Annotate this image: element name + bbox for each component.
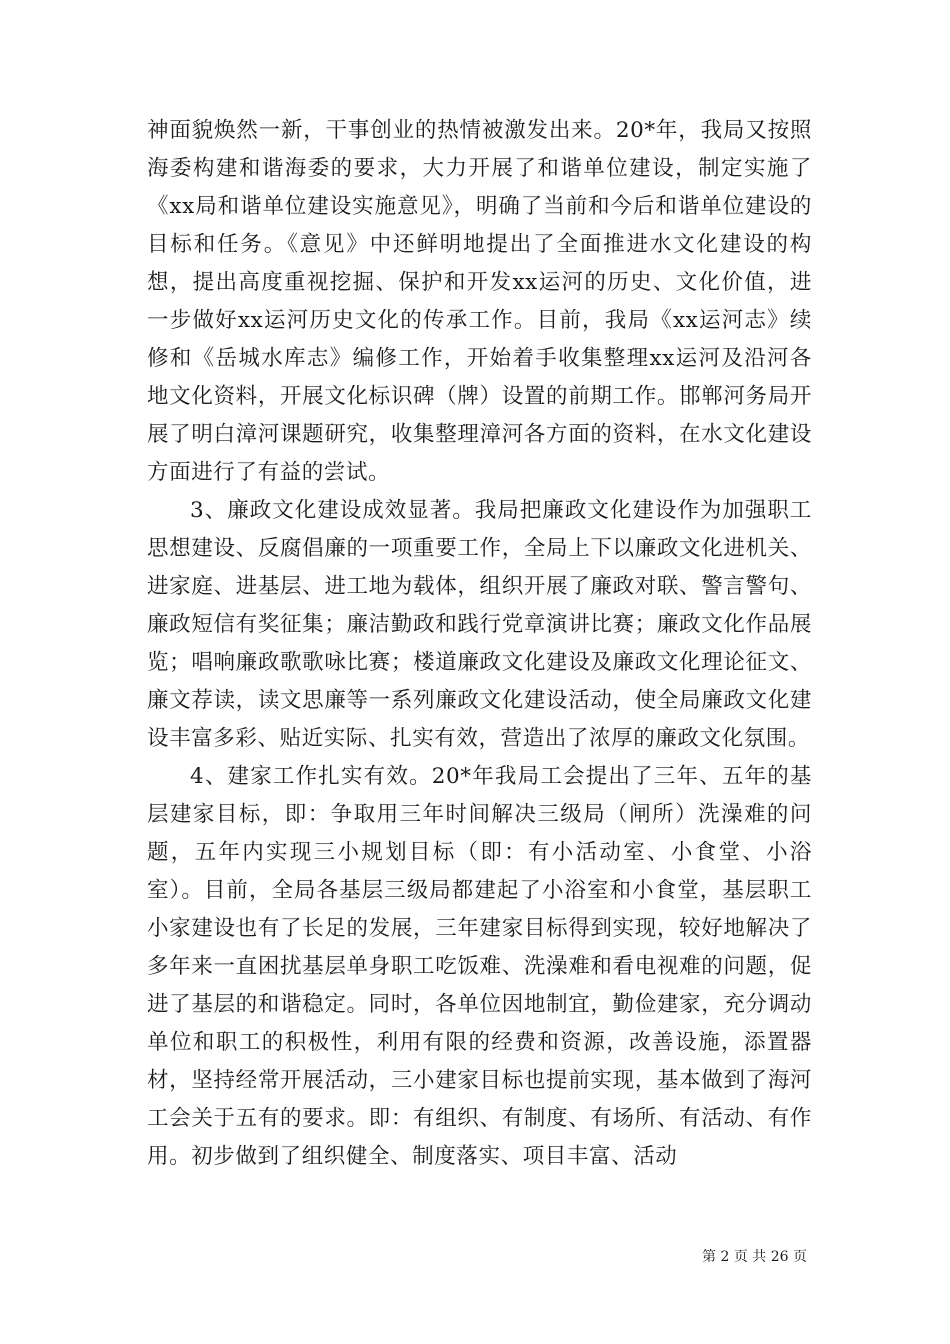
page-number-footer: 第 2 页 共 26 页 xyxy=(702,1249,807,1265)
paragraph-home-building: 4、建家工作扎实有效。20*年我局工会提出了三年、五年的基层建家目标，即：争取用三年时间解决三级局（闸所）洗澡难的问题，五年内实现三小规划目标（即：有小活动室、小食堂、小浴室）。目前，全局各基层三级局都建起了小浴室和小食堂，基层职工小家建设也有了长足的发展，三年建家目标得到实现，较好地解决了多年来一直困扰基层单身职工吃饭难、洗澡难和看电视难的问题，促进了基层的和谐稳定。同时，各单位因地制宜，勤俭建家，充分调动单位和职工的积极性，利用有限的经费和资源，改善设施，添置器材，坚持经常开展活动，三小建家目标也提前实现，基本做到了海河工会关于五有的要求。即：有组织、有制度、有场所、有活动、有作用。初步做到了组织健全、制度落实、项目丰富、活动 xyxy=(147,764,812,1169)
paragraph-water-culture: 神面貌焕然一新，干事创业的热情被激发出来。20*年，我局又按照海委构建和谐海委的要求，大力开展了和谐单位建设，制定实施了《xx局和谐单位建设实施意见》，明确了当前和今后和谐单位建设的目标和任务。《意见》中还鲜明地提出了全面推进水文化建设的构想，提出高度重视挖掘、保护和开发xx运河的历史、文化价值，进一步做好xx运河历史文化的传承工作。目前，我局《xx运河志》续修和《岳城水库志》编修工作，开始着手收集整理xx运河及沿河各地文化资料，开展文化标识碑（牌）设置的前期工作。邯郸河务局开展了明白漳河课题研究，收集整理漳河各方面的资料，在水文化建设方面进行了有益的尝试。 xyxy=(147,118,812,485)
paragraph-integrity-culture: 3、廉政文化建设成效显著。我局把廉政文化建设作为加强职工思想建设、反腐倡廉的一项重要工作，全局上下以廉政文化进机关、进家庭、进基层、进工地为载体，组织开展了廉政对联、警言警句、廉政短信有奖征集；廉洁勤政和践行党章演讲比赛；廉政文化作品展览；唱响廉政歌歌咏比赛；楼道廉政文化建设及廉政文化理论征文、廉文荐读，读文思廉等一系列廉政文化建设活动，使全局廉政文化建设丰富多彩、贴近实际、扎实有效，营造出了浓厚的廉政文化氛围。 xyxy=(147,498,812,751)
document-body xyxy=(147,112,812,1176)
